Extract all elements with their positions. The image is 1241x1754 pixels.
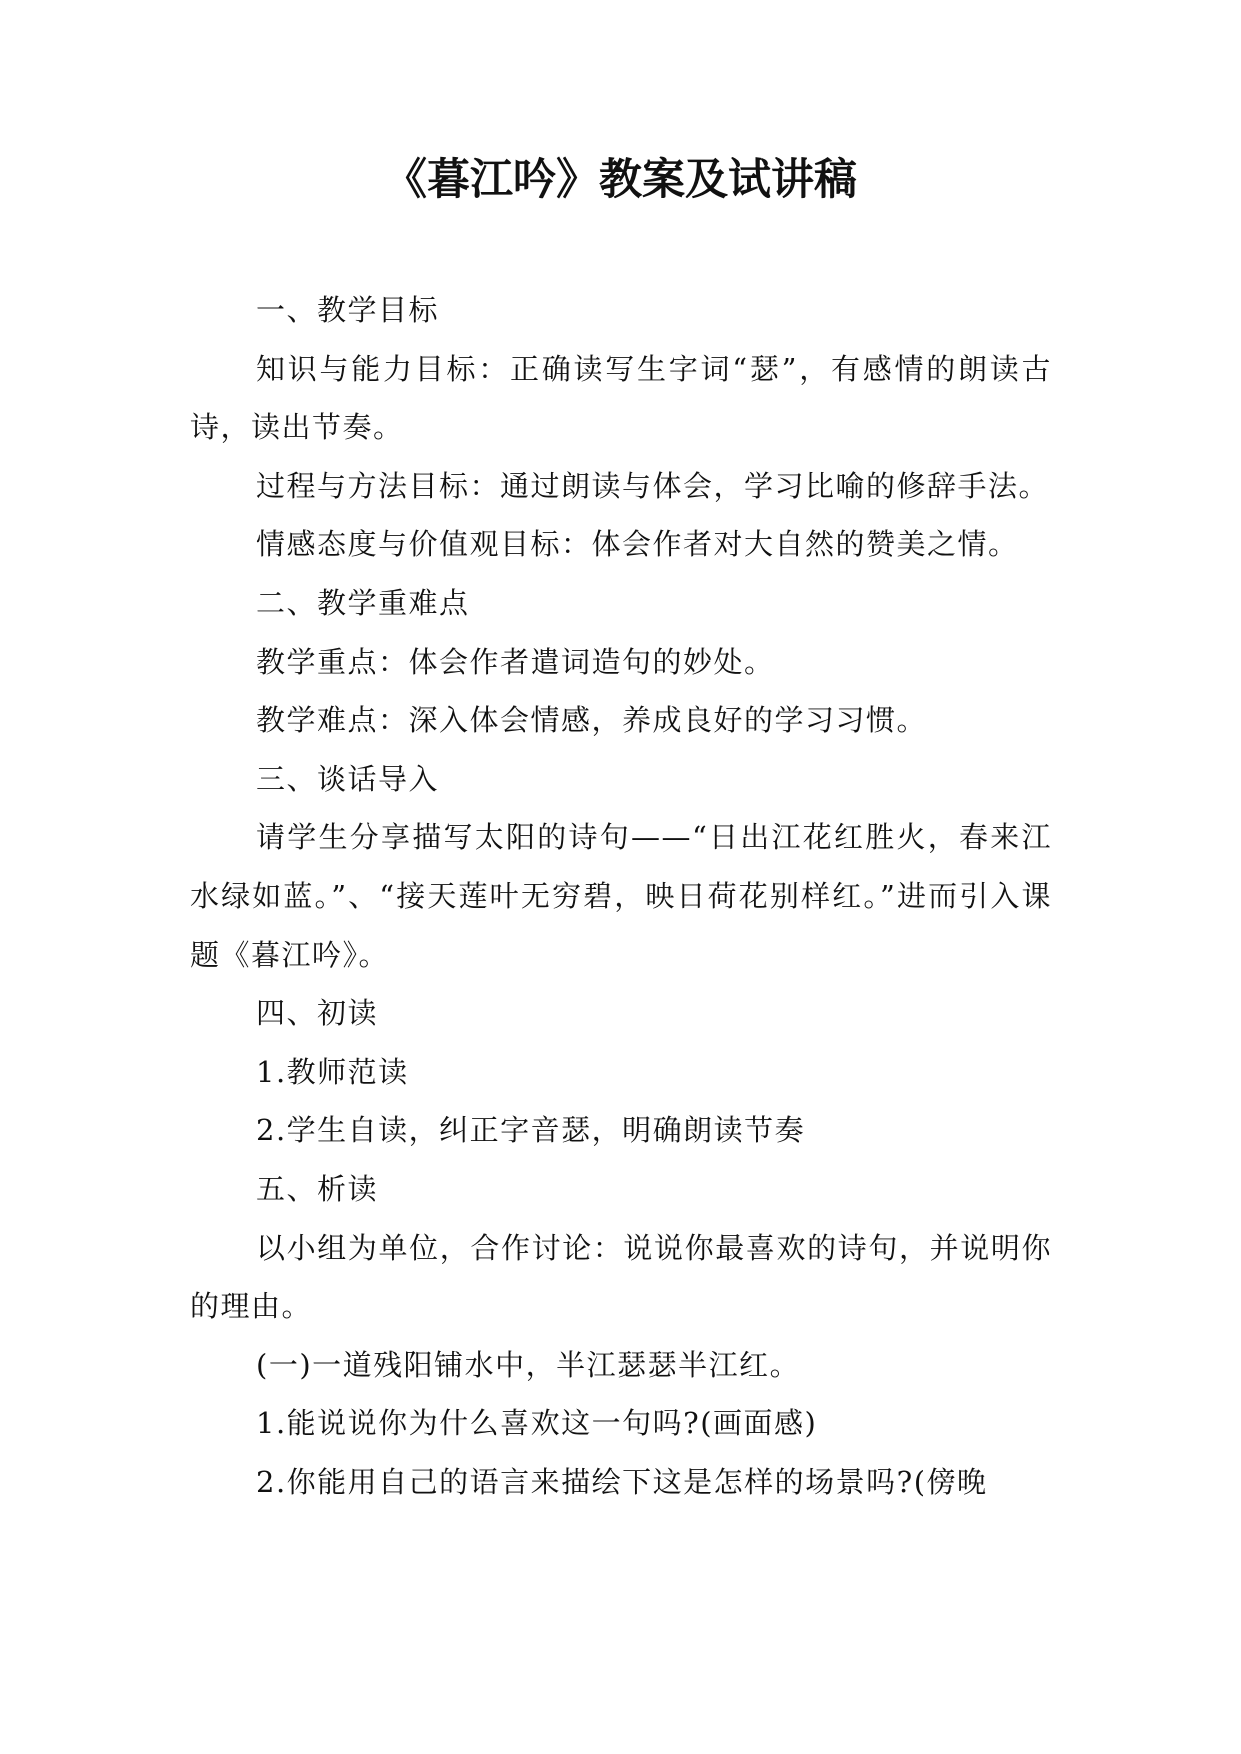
heading-teaching-goals: 一、教学目标 bbox=[256, 293, 440, 327]
paragraph-difficulty: 教学难点：深入体会情感，养成良好的学习习惯。 bbox=[256, 703, 928, 738]
list-item-question-one: 1.能说说你为什么喜欢这一句吗?(画面感) bbox=[256, 1406, 818, 1441]
paragraph-emotion-goal: 情感态度与价值观目标：体会作者对大自然的赞美之情。 bbox=[256, 527, 1019, 562]
paragraph-process-goal: 过程与方法目标：通过朗读与体会，学习比喻的修辞手法。 bbox=[256, 468, 1050, 503]
heading-first-reading: 四、初读 bbox=[256, 996, 379, 1031]
paragraph-introduction: 请学生分享描写太阳的诗句——“日出江花红胜火，春来江水绿如蓝。”、“接天莲叶无穷碧，映日荷花别样红。”进而引入课题《暮江吟》。 bbox=[190, 820, 1052, 972]
paragraph-key-point: 教学重点：体会作者遣词造句的妙处。 bbox=[256, 644, 775, 679]
heading-introduction: 三、谈话导入 bbox=[256, 761, 440, 796]
list-item-question-two: 2.你能用自己的语言来描绘下这是怎样的场景吗?(傍晚 bbox=[256, 1464, 988, 1499]
document-title: 《暮江吟》教案及试讲稿 bbox=[384, 155, 857, 205]
paragraph-knowledge-goal: 知识与能力目标：正确读写生字词“瑟”，有感情的朗读古诗，读出节奏。 bbox=[190, 351, 1052, 445]
subheading-verse-one: (一)一道残阳铺水中，半江瑟瑟半江红。 bbox=[256, 1347, 801, 1382]
list-item-teacher-reading: 1.教师范读 bbox=[256, 1054, 409, 1089]
paragraph-group-discussion: 以小组为单位，合作讨论：说说你最喜欢的诗句，并说明你的理由。 bbox=[190, 1230, 1052, 1324]
list-item-student-reading: 2.学生自读，纠正字音瑟，明确朗读节奏 bbox=[256, 1113, 806, 1148]
document-body bbox=[190, 281, 1052, 1511]
heading-key-points: 二、教学重难点 bbox=[256, 585, 470, 620]
heading-analysis: 五、析读 bbox=[256, 1171, 379, 1206]
